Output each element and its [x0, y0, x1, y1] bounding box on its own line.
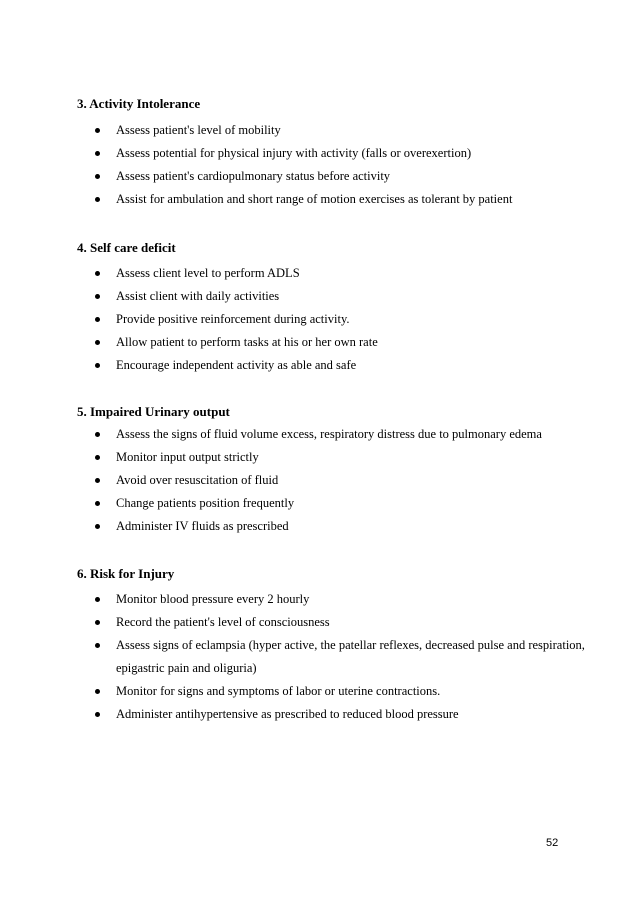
list-item-text: Change patients position frequently	[116, 496, 295, 510]
list-item	[77, 285, 577, 308]
section-activity-intolerance	[77, 96, 577, 211]
list-item-text: Monitor blood pressure every 2 hourly	[116, 592, 310, 606]
page-number: 52	[546, 837, 559, 849]
bullet-icon	[95, 712, 100, 717]
list-item-text: Assess the signs of fluid volume excess, respiratory distress due to pulmonary edema	[116, 427, 542, 441]
list-item	[77, 469, 577, 492]
section-heading: 4. Self care deficit	[77, 240, 176, 255]
section-risk-for-injury	[77, 566, 585, 726]
list-item	[77, 492, 577, 515]
list-item	[77, 165, 577, 188]
list-item-text: Assist for ambulation and short range of motion exercises as tolerant by patient	[116, 192, 513, 206]
list-item	[77, 423, 577, 446]
list-item	[77, 142, 577, 165]
bullet-list	[77, 262, 577, 377]
bullet-icon	[95, 174, 100, 179]
bullet-icon	[95, 501, 100, 506]
list-item	[77, 446, 577, 469]
list-item	[77, 262, 577, 285]
bullet-icon	[95, 294, 100, 299]
bullet-icon	[95, 478, 100, 483]
section-heading: 6. Risk for Injury	[77, 566, 175, 581]
list-item	[77, 188, 577, 211]
list-item-text: Administer antihypertensive as prescribed to reduced blood pressure	[116, 707, 459, 721]
bullet-icon	[95, 151, 100, 156]
list-item-text: Monitor for signs and symptoms of labor or uterine contractions.	[116, 684, 441, 698]
list-item	[77, 308, 577, 331]
list-item-text: Administer IV fluids as prescribed	[116, 519, 289, 533]
list-item	[77, 331, 577, 354]
list-item-text: Assess client level to perform ADLS	[116, 266, 300, 280]
section-heading: 5. Impaired Urinary output	[77, 404, 230, 419]
list-item-text: Record the patient's level of consciousness	[116, 615, 330, 629]
list-item-text: Avoid over resuscitation of fluid	[116, 473, 279, 487]
list-item-text: Assess signs of eclampsia (hyper active, the patellar reflexes, decreased pulse and respiration, epigastric pain and oliguria)	[116, 638, 585, 675]
bullet-icon	[95, 524, 100, 529]
list-item-text: Allow patient to perform tasks at his or her own rate	[116, 335, 378, 349]
bullet-icon	[95, 432, 100, 437]
list-item-text: Provide positive reinforcement during activity.	[116, 312, 350, 326]
list-item-text: Encourage independent activity as able and safe	[116, 358, 357, 372]
list-item-text: Monitor input output strictly	[116, 450, 259, 464]
list-item	[77, 703, 577, 726]
bullet-icon	[95, 340, 100, 345]
list-item	[77, 634, 586, 680]
bullet-icon	[95, 363, 100, 368]
list-item-text: Assist client with daily activities	[116, 289, 280, 303]
bullet-icon	[95, 271, 100, 276]
bullet-icon	[95, 643, 100, 648]
list-item	[77, 680, 577, 703]
list-item	[77, 611, 577, 634]
section-heading: 3. Activity Intolerance	[77, 96, 201, 111]
list-item-text: Assess patient's level of mobility	[116, 123, 281, 137]
bullet-icon	[95, 317, 100, 322]
bullet-icon	[95, 197, 100, 202]
bullet-list	[77, 423, 577, 538]
list-item	[77, 354, 577, 377]
bullet-icon	[95, 455, 100, 460]
list-item	[77, 119, 577, 142]
section-self-care-deficit	[77, 240, 577, 377]
list-item	[77, 515, 577, 538]
list-item	[77, 588, 577, 611]
bullet-icon	[95, 128, 100, 133]
list-item-text: Assess patient's cardiopulmonary status before activity	[116, 169, 391, 183]
bullet-icon	[95, 689, 100, 694]
section-impaired-urinary-output	[77, 404, 577, 538]
bullet-icon	[95, 597, 100, 602]
bullet-icon	[95, 620, 100, 625]
bullet-list	[77, 119, 577, 211]
bullet-list	[77, 588, 585, 726]
list-item-text: Assess potential for physical injury with activity (falls or overexertion)	[116, 146, 472, 160]
